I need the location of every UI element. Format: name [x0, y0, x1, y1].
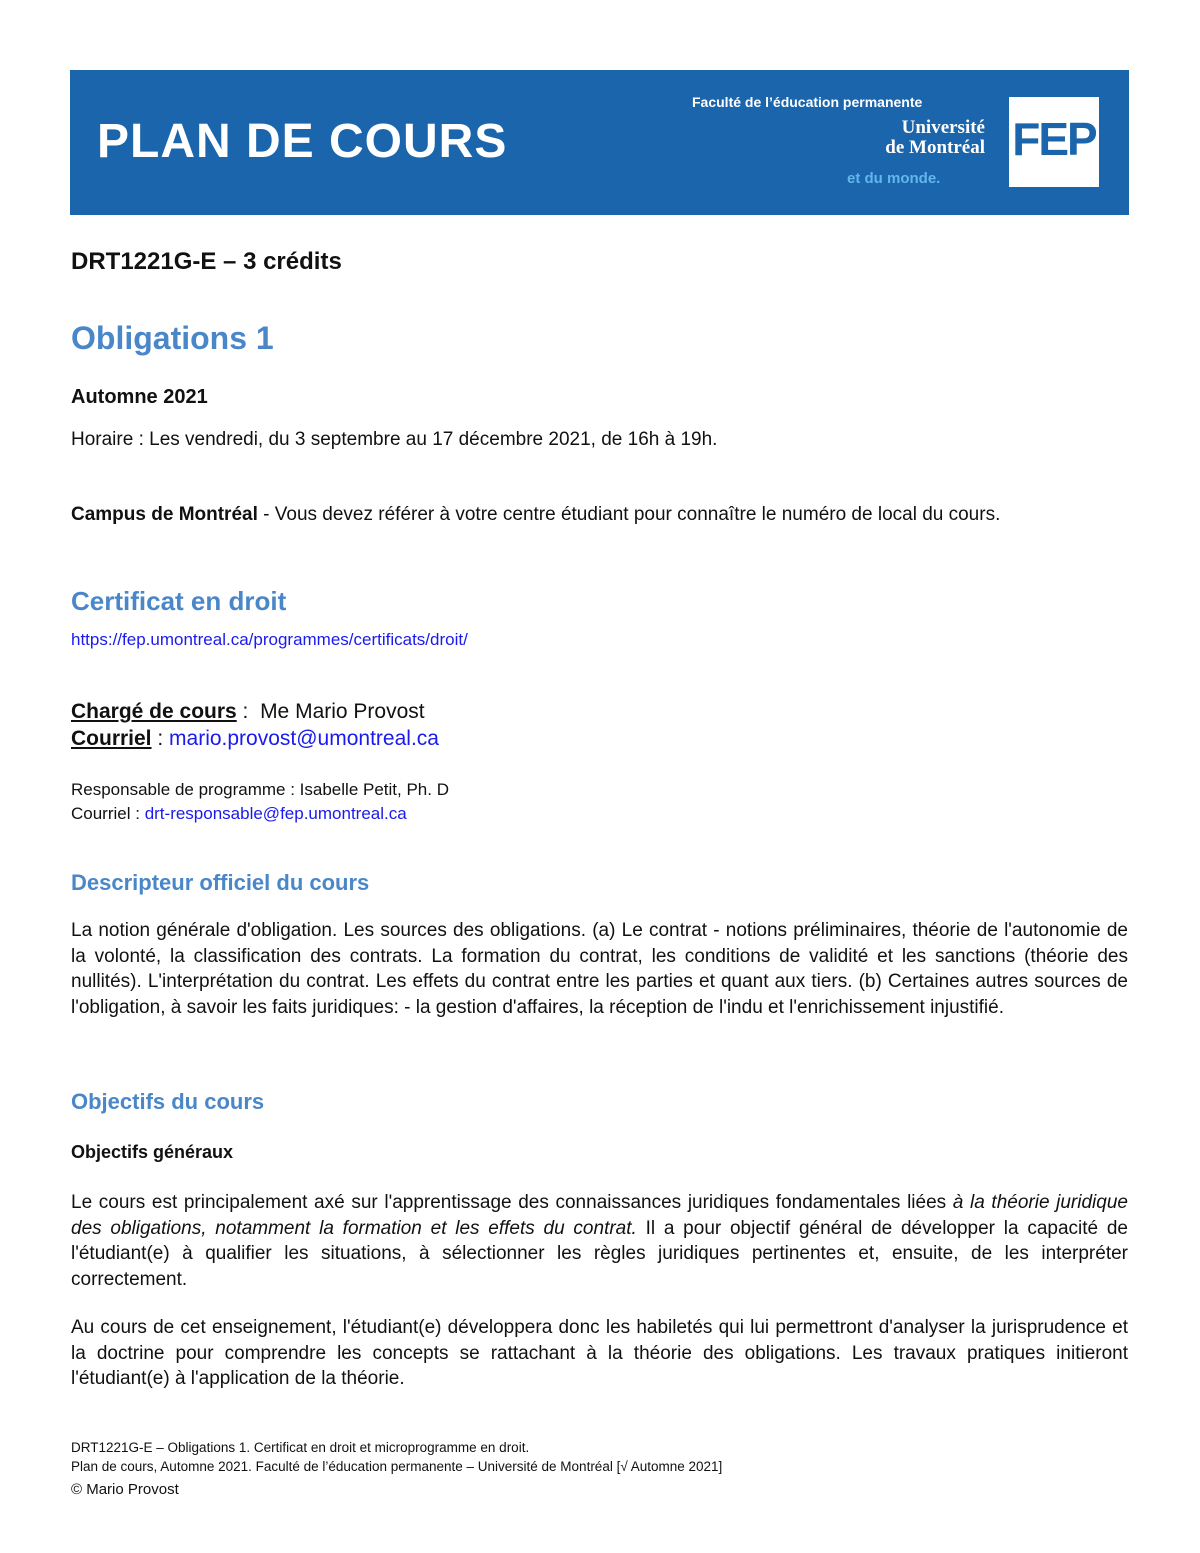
campus-line [71, 502, 1000, 527]
program-name: Certificat en droit [71, 586, 287, 616]
lecturer-email-sep: : [151, 727, 170, 750]
footer-line-1: DRT1221G-E – Obligations 1. Certificat en droit et microprogramme en droit. [71, 1440, 530, 1455]
header-banner [70, 70, 1129, 215]
objectives-p1-end: Il a pour objectif général de développer la capacité de l'étudiant(e) à qualifier les situations, à sélectionner les règles juridiques pertinentes et, ensuite, de les interpréter correctement. [71, 1217, 1129, 1290]
university-name-line2: de Montréal [885, 137, 985, 158]
footer-line-2: Plan de cours, Automne 2021. Faculté de l’éducation permanente – Université de Montréal [√ Automne 2021] [71, 1459, 723, 1474]
lecturer-email-link[interactable]: mario.provost@umontreal.ca [169, 727, 439, 750]
objectives-paragraph-2: Au cours de cet enseignement, l'étudiant(e) développera donc les habiletés qui lui permettront d'analyser la jurisprudence et la doctrine pour comprendre les concepts se rattachant à la théorie des obligations. Les travaux pratiques initieront l'étudiant(e) à l'application de la théorie. [71, 1317, 1128, 1389]
lecturer-email-line [71, 727, 439, 751]
banner-title: PLAN DE COURS [97, 115, 508, 168]
university-name-line1: Université [901, 117, 985, 138]
fep-logo-text: FEP [1012, 113, 1096, 165]
lecturer-sep: : [236, 700, 261, 723]
footer-copyright: © Mario Provost [71, 1481, 179, 1498]
objectives-p1-start: Le cours est principalement axé sur l'apprentissage des connaissances juridiques fondamentales liées [71, 1192, 953, 1213]
objectives-p1-italic: à la théorie juridique des obligations, notamment la formation et les effets du contrat. [71, 1192, 1128, 1239]
descriptor-text: La notion générale d'obligation. Les sources des obligations. (a) Le contrat - notions préliminaires, théorie de l'autonomie de la volonté, la classification des contrats. La formation du contrat, les conditions de validité et les sanctions (théorie des nullités). L'interprétation du contrat. Les effets du contrat entre les parties et quant aux tiers. (b) Certaines autres sources de l'obligation, à savoir les faits juridiques: - la gestion d'affaires, la réception de l'indu et l'enrichissement injustifié. [71, 920, 1128, 1018]
program-responsible: Responsable de programme : Isabelle Petit, Ph. D [71, 780, 449, 799]
lecturer-label: Chargé de cours [71, 700, 237, 723]
course-session: Automne 2021 [71, 386, 208, 408]
university-tagline: et du monde. [847, 170, 941, 187]
lecturer-email-label: Courriel [71, 727, 152, 750]
responsible-email-link[interactable]: drt-responsable@fep.umontreal.ca [144, 804, 407, 823]
general-objectives-heading: Objectifs généraux [71, 1142, 234, 1162]
responsible-email-label: Courriel : [71, 804, 145, 823]
objectives-paragraph-1 [71, 1190, 1128, 1292]
course-schedule: Horaire : Les vendredi, du 3 septembre au 17 décembre 2021, de 16h à 19h. [71, 429, 718, 450]
lecturer-line [71, 700, 425, 724]
faculty-name: Faculté de l’éducation permanente [692, 94, 923, 110]
campus-text: - Vous devez référer à votre centre étudiant pour connaître le numéro de local du cours. [257, 504, 1001, 525]
course-code: DRT1221G-E – 3 crédits [71, 248, 342, 275]
descriptor-heading: Descripteur officiel du cours [71, 870, 370, 895]
responsible-email-line [71, 804, 407, 824]
program-link[interactable]: https://fep.umontreal.ca/programmes/certificats/droit/ [71, 630, 468, 649]
university-logo [840, 118, 985, 158]
objectives-heading: Objectifs du cours [71, 1089, 265, 1114]
lecturer-name: Me Mario Provost [260, 700, 425, 723]
course-title: Obligations 1 [71, 320, 274, 356]
fep-logo [1009, 97, 1099, 187]
campus-label: Campus de Montréal [71, 504, 258, 525]
